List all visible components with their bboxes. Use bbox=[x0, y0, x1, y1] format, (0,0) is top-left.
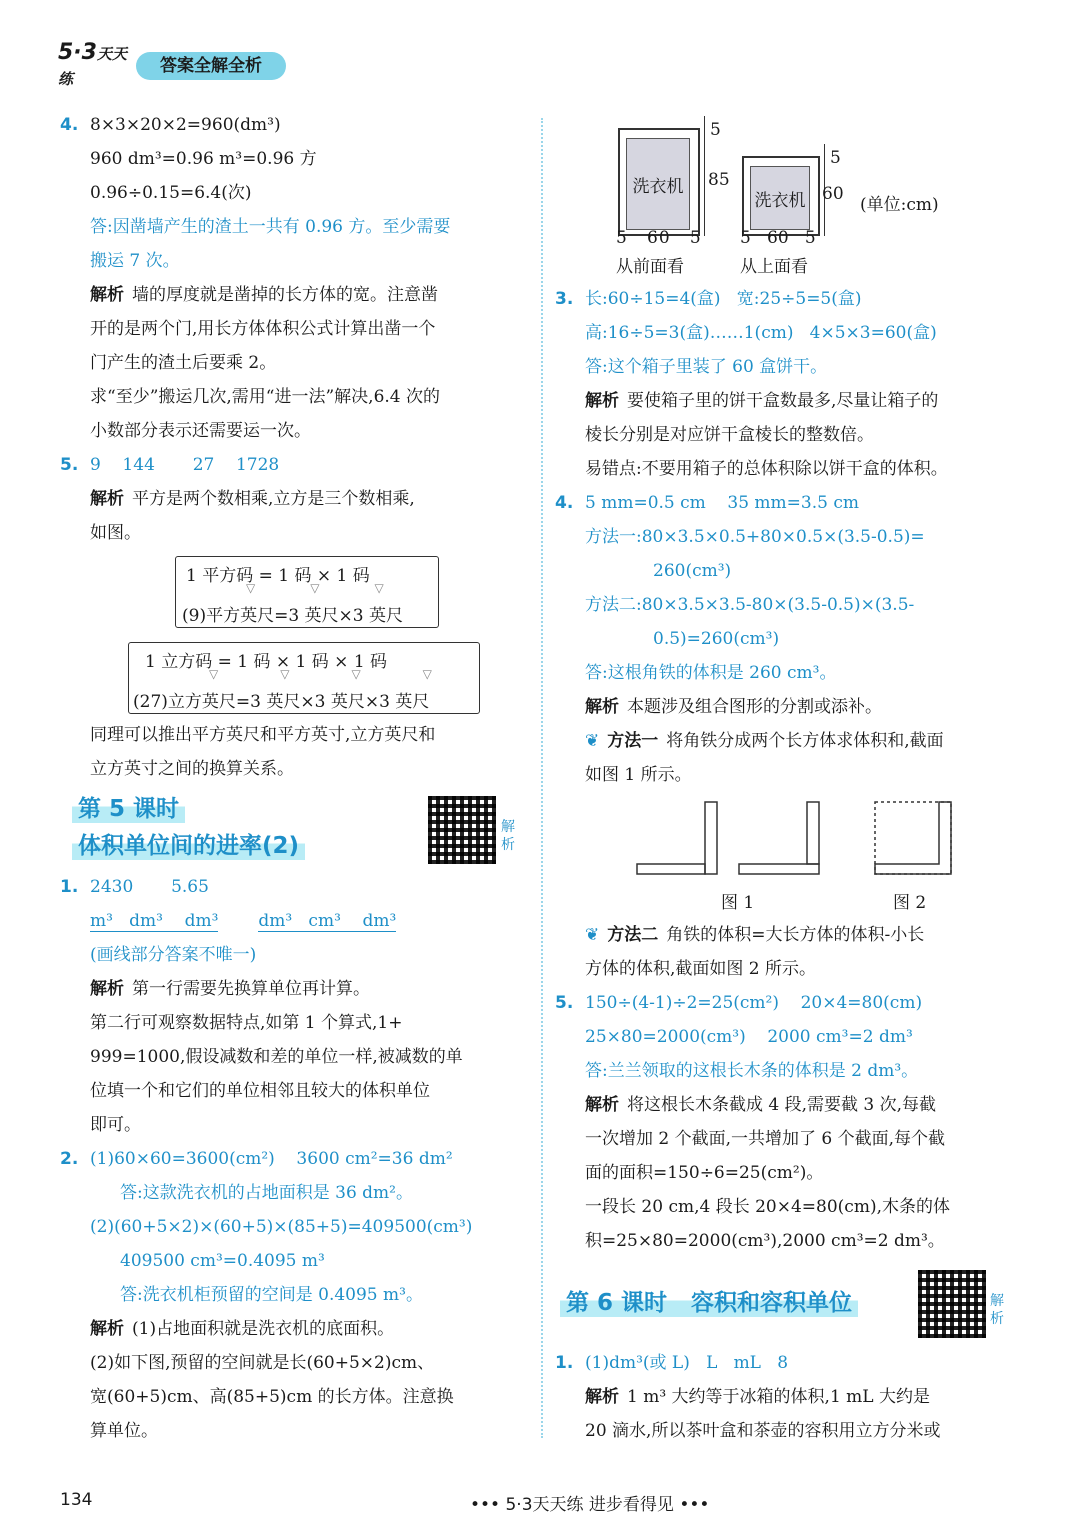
l5q2-explain: 解析 (1)占地面积就是洗衣机的底面积。 bbox=[90, 1319, 395, 1339]
header-title: 答案全解全析 bbox=[136, 52, 286, 80]
q4r-method1: ❦ 方法一 将角铁分成两个长方体求体积和,截面 bbox=[585, 731, 944, 751]
dim-5: 5 bbox=[710, 120, 721, 140]
lesson5-number: 第 5 课时 bbox=[72, 790, 185, 823]
q5-line: 5. 9 144 27 1728 bbox=[60, 455, 280, 475]
q4-line: 4. 8×3×20×2=960(dm³) bbox=[60, 115, 281, 135]
unit-note: (单位:cm) bbox=[860, 195, 939, 215]
left-column bbox=[60, 108, 530, 550]
lesson5-title: 体积单位间的进率(2) bbox=[72, 827, 305, 860]
right-column-upper bbox=[555, 282, 1025, 792]
qr-code-icon[interactable] bbox=[428, 796, 496, 864]
q4-explain: 小数部分表示还需要运一次。 bbox=[90, 421, 311, 441]
q4r-line: 方法一:80×3.5×0.5+80×0.5×(3.5-0.5)= bbox=[585, 527, 925, 547]
q4-answer: 答:因凿墙产生的渣土一共有 0.96 方。至少需要 bbox=[90, 217, 451, 237]
front-view-caption: 从前面看 bbox=[616, 257, 684, 277]
q5r-explain: 面的面积=150÷6=25(cm²)。 bbox=[585, 1163, 824, 1183]
q3-explain: 解析 要使箱子里的饼干盒数最多,尽量让箱子的 bbox=[585, 391, 939, 411]
l5q1-note: (画线部分答案不唯一) bbox=[90, 945, 257, 965]
qr-label: 解析 bbox=[990, 1293, 1004, 1327]
q4r-method2: ❦ 方法二 角铁的体积=大长方体的体积-小长 bbox=[585, 925, 925, 945]
cabinet-front bbox=[618, 128, 700, 236]
l6q1-explain: 解析 1 m³ 大约等于冰箱的体积,1 mL 大约是 bbox=[585, 1387, 930, 1407]
l5q2-answer: 答:这款洗衣机的占地面积是 36 dm²。 bbox=[120, 1183, 413, 1203]
q3-answer: 答:这个箱子里装了 60 盒饼干。 bbox=[585, 357, 828, 377]
page-footer bbox=[0, 1490, 1065, 1520]
q5-explain: 立方英寸之间的换算关系。 bbox=[90, 759, 294, 779]
square-yard-box bbox=[175, 556, 439, 628]
washer-front-label: 洗衣机 bbox=[626, 138, 690, 230]
q3-explain: 棱长分别是对应饼干盒棱长的整数倍。 bbox=[585, 425, 874, 445]
front-width-dims: 5 60 5 bbox=[616, 228, 702, 248]
footer-slogan: ••• 5·3天天练 进步看得见 ••• bbox=[470, 1495, 710, 1515]
logo: 5·3天天练 bbox=[58, 40, 127, 88]
leaf-icon: ❦ bbox=[585, 731, 600, 751]
washer-figure bbox=[612, 110, 1032, 280]
l5q1-explain: 999=1000,假设减数和差的单位一样,被减数的单 bbox=[90, 1047, 463, 1067]
q4r-explain: 解析 本题涉及组合图形的分割或添补。 bbox=[585, 697, 882, 717]
q5r-explain: 一段长 20 cm,4 段长 20×4=80(cm),木条的体 bbox=[585, 1197, 950, 1217]
l5q1-explain: 位填一个和它们的单位相邻且较大的体积单位 bbox=[90, 1081, 430, 1101]
q5-explain: 同理可以推出平方英尺和平方英寸,立方英尺和 bbox=[90, 725, 436, 745]
qr-code-icon[interactable] bbox=[918, 1270, 986, 1338]
qr-label: 解析 bbox=[501, 819, 515, 853]
l5q2-line: 2. (1)60×60=3600(cm²) 3600 cm²=36 dm² bbox=[60, 1149, 453, 1169]
angle-iron-figures bbox=[635, 800, 955, 913]
dim-60: 60 bbox=[822, 184, 844, 204]
lesson6-title: 第 6 课时 容积和容积单位 bbox=[560, 1284, 858, 1317]
l5q1-units: m³ dm³ dm³ dm³ cm³ dm³ bbox=[90, 911, 397, 931]
figure2 bbox=[875, 802, 951, 874]
q5-explain-more bbox=[90, 718, 530, 786]
square-yard-line: 1 平方码 = 1 码 × 1 码 bbox=[186, 566, 370, 586]
q3-line: 3. 长:60÷15=4(盒) 宽:25÷5=5(盒) bbox=[555, 289, 862, 309]
figure2-caption: 图 2 bbox=[893, 893, 927, 913]
q4-explain: 开的是两个门,用长方体体积公式计算出凿一个 bbox=[90, 319, 436, 339]
page-header bbox=[0, 0, 1065, 100]
l5q1-line: 1. 2430 5.65 bbox=[60, 877, 209, 897]
dim-85: 85 bbox=[708, 170, 730, 190]
l6q1-line: 1. (1)dm³(或 L) L mL 8 bbox=[555, 1353, 789, 1373]
washer-top-label: 洗衣机 bbox=[750, 166, 810, 230]
leaf-icon: ❦ bbox=[585, 925, 600, 945]
q5-explain: 如图。 bbox=[90, 523, 141, 543]
top-width-dims: 5 60 5 bbox=[740, 228, 816, 248]
q4r-line: 0.5)=260(cm³) bbox=[653, 629, 780, 649]
square-foot-line: (9)平方英尺=3 英尺×3 英尺 bbox=[182, 606, 404, 626]
figure1-right bbox=[739, 802, 819, 874]
q5r-line: 5. 150÷(4-1)÷2=25(cm²) 20×4=80(cm) bbox=[555, 993, 923, 1013]
cabinet-top bbox=[742, 156, 820, 236]
q5r-explain: 解析 将这根长木条截成 4 段,需要截 3 次,每截 bbox=[585, 1095, 937, 1115]
l6q1-explain: 20 滴水,所以茶叶盒和茶壶的容积用立方分米或 bbox=[585, 1421, 941, 1441]
top-view-caption: 从上面看 bbox=[740, 257, 808, 277]
q5r-explain: 一次增加 2 个截面,一共增加了 6 个截面,每个截 bbox=[585, 1129, 946, 1149]
q4-explain: 门产生的渣土后要乘 2。 bbox=[90, 353, 277, 373]
arrow-down-icon: ▽▽▽ bbox=[246, 581, 439, 595]
q4r-line: 方法二:80×3.5×3.5-80×(3.5-0.5)×(3.5- bbox=[585, 595, 915, 615]
right-column-lower bbox=[555, 918, 1025, 1258]
page-number: 134 bbox=[60, 1490, 93, 1510]
figure1-caption: 图 1 bbox=[721, 893, 755, 913]
l5q2-answer: 答:洗衣机柜预留的空间是 0.4095 m³。 bbox=[120, 1285, 423, 1305]
q4-answer: 搬运 7 次。 bbox=[90, 251, 180, 271]
q4r-line: 260(cm³) bbox=[653, 561, 732, 581]
q5-explain: 解析 平方是两个数相乘,立方是三个数相乘, bbox=[90, 489, 415, 509]
q4-explain: 求“至少”搬运几次,需用“进一法”解决,6.4 次的 bbox=[90, 387, 441, 407]
q3-line: 高:16÷5=3(盒)……1(cm) 4×5×3=60(盒) bbox=[585, 323, 937, 343]
cubic-yard-box bbox=[128, 642, 494, 714]
l5q1-explain: 解析 第一行需要先换算单位再计算。 bbox=[90, 979, 370, 999]
q4-explain: 解析 墙的厚度就是凿掉的长方体的宽。注意凿 bbox=[90, 285, 438, 305]
q3-explain: 易错点:不要用箱子的总体积除以饼干盒的体积。 bbox=[585, 459, 948, 479]
q4r-explain: 如图 1 所示。 bbox=[585, 765, 692, 785]
l5q2-explain: 算单位。 bbox=[90, 1421, 158, 1441]
cubic-foot-line: (27)立方英尺=3 英尺×3 英尺×3 英尺 bbox=[133, 692, 430, 712]
l5q1-explain: 第二行可观察数据特点,如第 1 个算式,1+ bbox=[90, 1013, 403, 1033]
dimension-line bbox=[704, 116, 705, 236]
q4r-line: 4. 5 mm=0.5 cm 35 mm=3.5 cm bbox=[555, 493, 860, 513]
cubic-yard-line: 1 立方码 = 1 码 × 1 码 × 1 码 bbox=[145, 652, 388, 672]
lesson6-answers bbox=[555, 1346, 1025, 1448]
q4-line: 0.96÷0.15=6.4(次) bbox=[90, 183, 252, 203]
q4r-explain: 方体的体积,截面如图 2 所示。 bbox=[585, 959, 817, 979]
l5q1-explain: 即可。 bbox=[90, 1115, 141, 1135]
l5q2-line: 409500 cm³=0.4095 m³ bbox=[120, 1251, 325, 1271]
l5q2-explain: 宽(60+5)cm、高(85+5)cm 的长方体。注意换 bbox=[90, 1387, 454, 1407]
arrow-down-icon: ▽▽▽▽ bbox=[209, 667, 494, 681]
q5r-explain: 积=25×80=2000(cm³),2000 cm³=2 dm³。 bbox=[585, 1231, 945, 1251]
l5q2-line: (2)(60+5×2)×(60+5)×(85+5)=409500(cm³) bbox=[90, 1217, 473, 1237]
q5r-answer: 答:兰兰领取的这根长木条的体积是 2 dm³。 bbox=[585, 1061, 919, 1081]
l5q2-explain: (2)如下图,预留的空间就是长(60+5×2)cm、 bbox=[90, 1353, 435, 1373]
q4r-answer: 答:这根角铁的体积是 260 cm³。 bbox=[585, 663, 837, 683]
column-divider bbox=[541, 118, 543, 1438]
dim-5: 5 bbox=[830, 148, 841, 168]
lesson5-answers bbox=[60, 870, 530, 1448]
lesson5-heading bbox=[72, 790, 305, 860]
q5r-line: 25×80=2000(cm³) 2000 cm³=2 dm³ bbox=[585, 1027, 913, 1047]
q4-line: 960 dm³=0.96 m³=0.96 方 bbox=[90, 149, 317, 169]
figure1-left bbox=[637, 802, 717, 874]
lesson6-heading bbox=[560, 1284, 858, 1317]
